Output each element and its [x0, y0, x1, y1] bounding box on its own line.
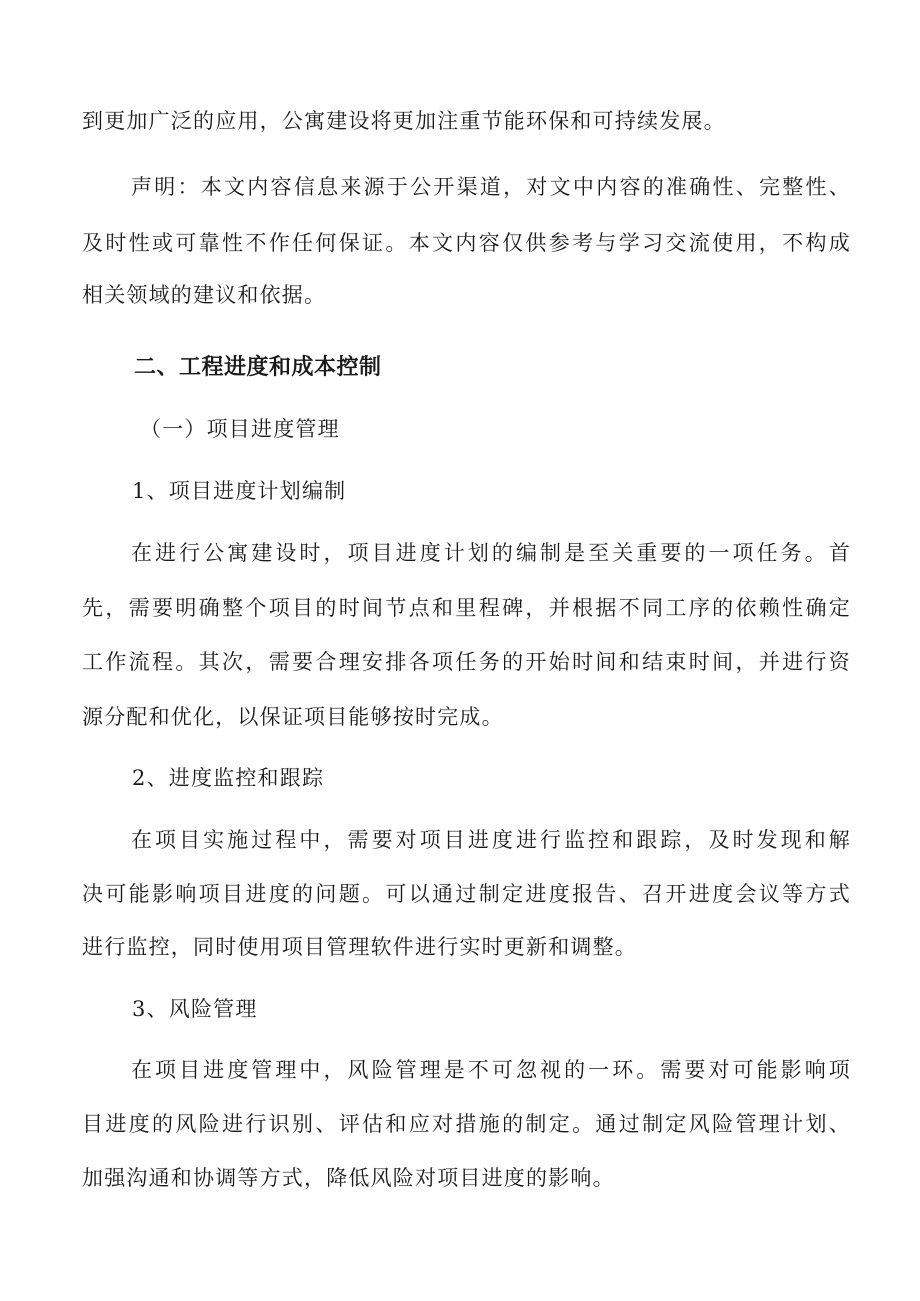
item-2-line-3: 进行监控，同时使用项目管理软件进行实时更新和调整。 [82, 935, 637, 959]
disclaimer-line-1: 声明：本文内容信息来源于公开渠道，对文中内容的准确性、完整性、 [131, 175, 851, 199]
subsection-title: （一）项目进度管理 [140, 417, 340, 441]
intro-tail-line: 到更加广泛的应用，公寓建设将更加注重节能环保和可持续发展。 [82, 109, 726, 133]
item-heading-2: 2、进度监控和跟踪 [132, 766, 325, 790]
item-2-line-2: 决可能影响项目进度的问题。可以通过制定进度报告、召开进度会议等方式 [82, 882, 851, 906]
section-title: 二、工程进度和成本控制 [134, 355, 382, 380]
item-1-line-4: 源分配和优化，以保证项目能够按时完成。 [82, 705, 504, 729]
item-3-line-3: 加强沟通和协调等方式，降低风险对项目进度的影响。 [82, 1166, 615, 1190]
item-1-line-1: 在进行公寓建设时，项目进度计划的编制是至关重要的一项任务。首 [131, 541, 851, 565]
item-3-line-2: 目进度的风险进行识别、评估和应对措施的制定。通过制定风险管理计划、 [82, 1112, 851, 1136]
item-2-line-1: 在项目实施过程中，需要对项目进度进行监控和跟踪，及时发现和解 [131, 828, 851, 852]
item-heading-1: 1、项目进度计划编制 [132, 479, 347, 503]
item-heading-3: 3、风险管理 [132, 997, 258, 1021]
item-1-line-2: 先，需要明确整个项目的时间节点和里程碑，并根据不同工序的依赖性确定 [82, 596, 851, 620]
item-1-line-3: 工作流程。其次，需要合理安排各项任务的开始时间和结束时间，并进行资 [82, 650, 851, 674]
item-3-line-1: 在项目进度管理中，风险管理是不可忽视的一环。需要对可能影响项 [131, 1058, 851, 1082]
disclaimer-line-3: 相关领域的建议和依据。 [82, 283, 327, 307]
disclaimer-line-2: 及时性或可靠性不作任何保证。本文内容仅供参考与学习交流使用，不构成 [82, 231, 851, 255]
